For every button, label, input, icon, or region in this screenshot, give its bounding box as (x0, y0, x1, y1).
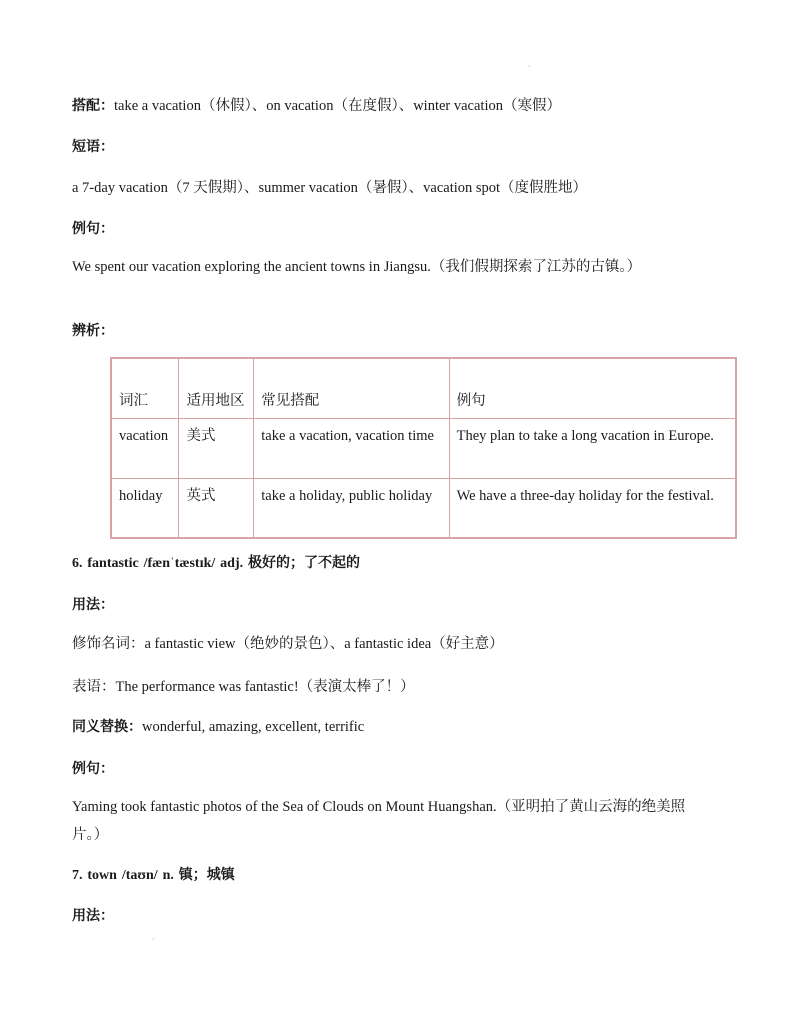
entry7-heading (72, 864, 235, 884)
entry6-predicate-label: 表语： (72, 679, 116, 695)
collocation-line (72, 94, 561, 115)
cell-example: We have a three-day holiday for the festival. (449, 478, 736, 538)
entry6-synonyms-label: 同义替换： (72, 719, 142, 735)
entry6-predicate-text: The performance was fantastic!（表演太棒了！） (115, 679, 415, 695)
entry6-usage-label: 用法： (72, 597, 114, 613)
cell-collocation: take a holiday, public holiday (254, 478, 449, 538)
entry6-example-label: 例句： (72, 761, 114, 777)
entry6-phonetic: /fænˈtæstɪk/ (143, 556, 216, 571)
header-example: 例句 (449, 358, 736, 418)
phrases-label: 短语： (72, 139, 114, 155)
table-header-row (111, 358, 736, 418)
comparison-table (110, 357, 737, 539)
cell-example: They plan to take a long vacation in Europe. (449, 418, 736, 478)
entry6-predicate-line (72, 675, 415, 696)
collocation-label: 搭配： (72, 98, 114, 114)
cell-collocation: take a vacation, vacation time (254, 418, 449, 478)
entry6-modify-line (72, 632, 504, 653)
speck-mark: · (528, 62, 531, 71)
entry7-pos: n. (162, 868, 174, 883)
entry6-word: fantastic (87, 556, 139, 571)
phrases-text: a 7-day vacation（7 天假期）、summer vacation（暑假）、vacation spot（度假胜地） (72, 180, 588, 196)
entry6-heading (72, 552, 360, 572)
entry7-meaning: 镇；城镇 (178, 867, 235, 883)
entry6-modify-text: a fantastic view（绝妙的景色）、a fantastic idea（好主意） (144, 636, 504, 652)
header-region: 适用地区 (179, 358, 254, 418)
example1-text: We spent our vacation exploring the ancient towns in Jiangsu.（我们假期探索了江苏的古镇。） (72, 259, 642, 275)
entry6-example-text: Yaming took fantastic photos of the Sea of Clouds on Mount Huangshan.（亚明拍了黄山云海的绝美照片。） (72, 799, 686, 843)
table-row (111, 418, 736, 478)
example1-label: 例句： (72, 221, 114, 237)
entry7-number: 7. (72, 868, 83, 883)
collocation-text: take a vacation（休假）、on vacation（在度假）、winter vacation（寒假） (114, 98, 561, 114)
cell-region: 美式 (179, 418, 254, 478)
entry7-word: town (87, 868, 117, 883)
entry7-usage-label: 用法： (72, 908, 114, 924)
entry7-phonetic: /taʊn/ (121, 868, 158, 883)
header-word: 词汇 (111, 358, 179, 418)
entry6-synonyms-text: wonderful, amazing, excellent, terrific (142, 719, 365, 735)
entry6-modify-label: 修饰名词： (72, 636, 145, 652)
cell-region: 英式 (179, 478, 254, 538)
entry6-synonyms-line (72, 716, 364, 736)
table-row (111, 478, 736, 538)
header-collocation: 常见搭配 (254, 358, 449, 418)
entry6-meaning: 极好的；了不起的 (247, 555, 360, 571)
entry6-number: 6. (72, 556, 83, 571)
entry6-pos: adj. (220, 556, 244, 571)
analysis-label: 辨析： (72, 323, 114, 339)
cell-word: holiday (111, 478, 179, 538)
speck-mark: · (152, 935, 155, 944)
cell-word: vacation (111, 418, 179, 478)
